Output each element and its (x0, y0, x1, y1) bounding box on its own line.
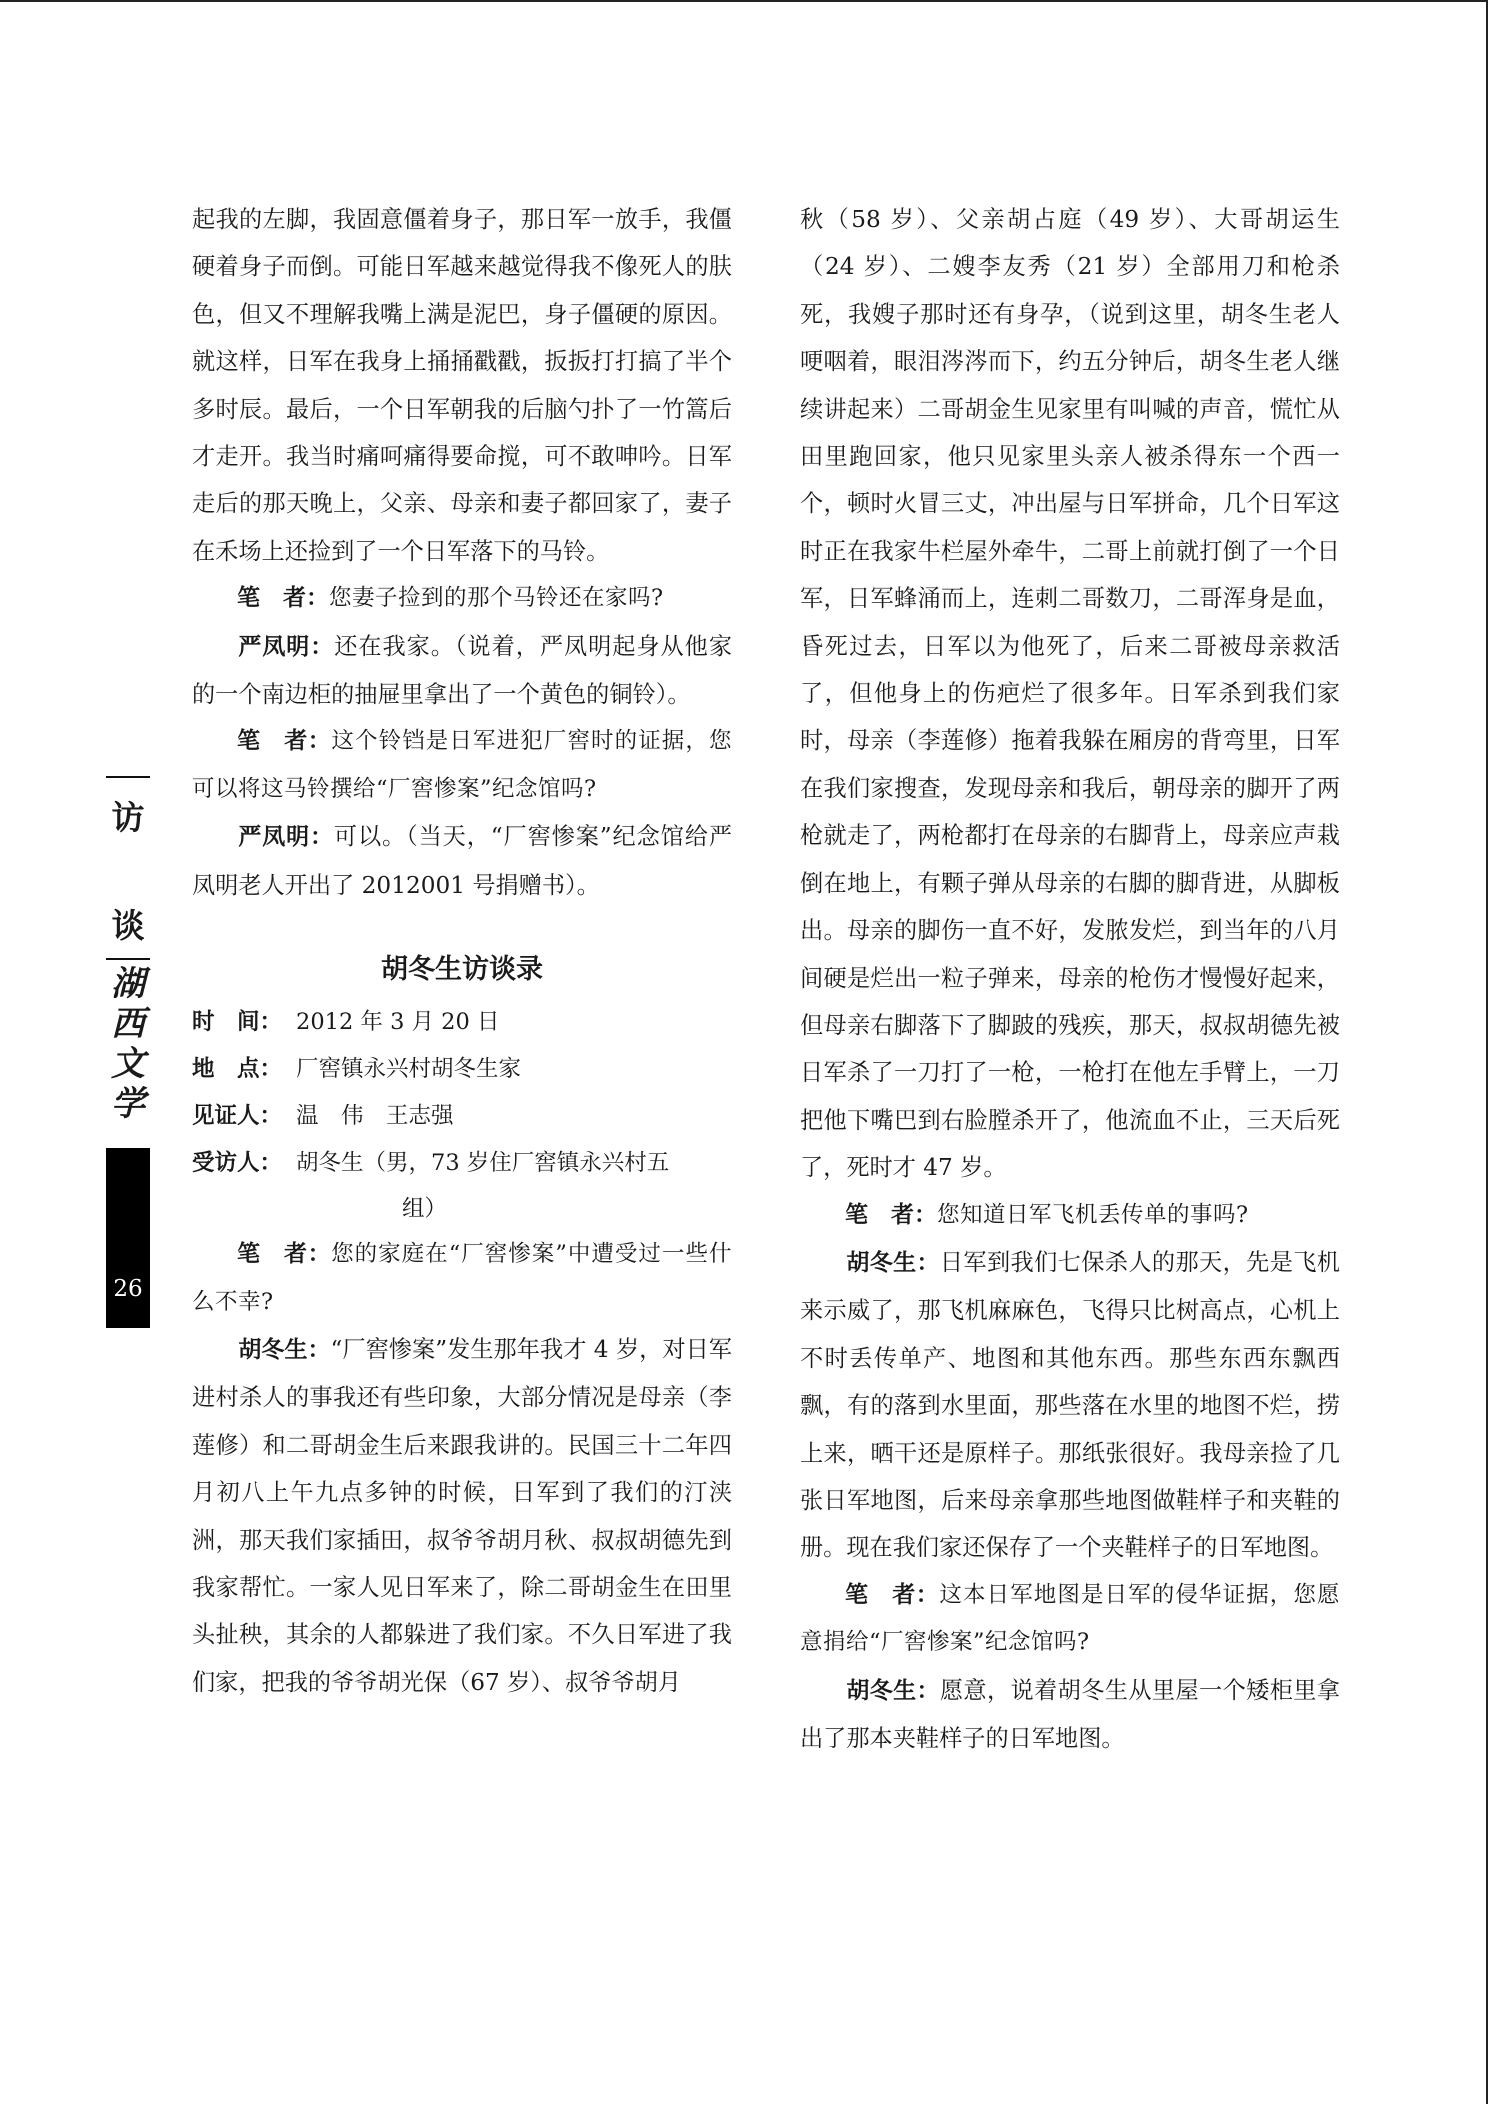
sidebar-section-char-2: 谈 (111, 906, 145, 945)
dialogue-line (192, 1231, 732, 1326)
meta-value: 胡冬生（男，73 岁住厂窖镇永兴村五 (296, 1150, 670, 1177)
meta-label: 地 点： (192, 1056, 283, 1083)
speaker-label: 笔 者： (845, 1201, 937, 1228)
meta-row-witness (192, 1093, 732, 1140)
dialogue-text: 可以。（当天，“厂窖惨案”纪念馆给严凤明老人开出了 2012001 号捐赠书）。 (192, 823, 733, 899)
body-paragraph: 秋（58 岁）、父亲胡占庭（49 岁）、大哥胡运生（24 岁）、二嫂李友秀（21 岁）全部用刀和枪杀死，我嫂子那时还有身孕，（说到这里，胡冬生老人哽咽着，眼泪涔涔而下，约五分钟后，胡冬生老人继续讲起来）二哥胡金生见家里有叫喊的声音，慌忙从田里跑回家，他只见家里头亲人被杀得东一个西一个，顿时火冒三丈，冲出屋与日军拼命，几个日军这时正在我家牛栏屋外牵牛，二哥上前就打倒了一个日军，日军蜂涌而上，连刺二哥数刀，二哥浑身是血，昏死过去，日军以为他死了，后来二哥被母亲救活了，但他身上的伤疤烂了很多年。日军杀到我们家时，母亲（李莲修）拖着我躲在厢房的背弯里，日军在我们家搜查，发现母亲和我后，朝母亲的脚开了两枪就走了，两枪都打在母亲的右脚背上，母亲应声栽倒在地上，有颗子弹从母亲的右脚的脚背进，从脚板出。母亲的脚伤一直不好，发脓发烂，到当年的八月间硬是烂出一粒子弹来，母亲的枪伤才慢慢好起来，但母亲右脚落下了脚跛的残疾，那天，叔叔胡德先被日军杀了一刀打了一枪，一枪打在他左手臂上，一刀把他下嘴巴到右脸膛杀开了，他流血不止，三天后死了，死时才 47 岁。 (800, 206, 1340, 1182)
journal-logo-char: 湖 (111, 964, 145, 1004)
dialogue-text: 您的家庭在“厂窖惨案”中遭受过一些什么不幸? (192, 1241, 732, 1315)
meta-label: 时 间： (192, 1009, 283, 1036)
dialogue-text: 还在我家。（说着，严凤明起身从他家的一个南边柜的抽屉里拿出了一个黄色的铜铃）。 (192, 632, 733, 709)
speaker-label: 笔 者： (237, 585, 329, 612)
speaker-label: 胡冬生： (238, 1336, 331, 1363)
dialogue-line (192, 1326, 732, 1706)
dialogue-line (192, 575, 732, 622)
dialogue-text: 您知道日军飞机丢传单的事吗? (937, 1201, 1249, 1228)
meta-row-place (192, 1046, 732, 1093)
meta-row-time (192, 999, 732, 1046)
meta-row-interviewee (192, 1140, 732, 1187)
sidebar-section-char-1: 访 (111, 798, 145, 837)
sidebar-rule-top (106, 776, 150, 778)
journal-logo (106, 964, 150, 1124)
dialogue-text: 这本日军地图是日军的侵华证据，您愿意捐给“厂窖惨案”纪念馆吗? (800, 1581, 1340, 1656)
dialogue-line (192, 623, 732, 719)
journal-logo-char: 西 (111, 1004, 145, 1044)
journal-logo-char: 文 (111, 1044, 145, 1084)
meta-label: 受访人： (192, 1150, 283, 1177)
meta-continuation: 组） (402, 1196, 448, 1223)
page-number: 26 (113, 1276, 143, 1302)
sidebar-rule-middle (106, 958, 150, 960)
body-paragraph: 起我的左脚，我固意僵着身子，那日军一放手，我僵硬着身子而倒。可能日军越来越觉得我不像死人的肤色，但又不理解我嘴上满是泥巴，身子僵硬的原因。就这样，日军在我身上捅捅戳戳，扳扳打打搞了半个多时辰。最后，一个日军朝我的后脑勺扑了一竹篙后才走开。我当时痛呵痛得要命搅，可不敢呻吟。日军走后的那天晚上，父亲、母亲和妻子都回家了，妻子在禾场上还捡到了一个日军落下的马铃。 (192, 206, 732, 565)
dialogue-line (192, 813, 732, 909)
dialogue-text: 日军到我们七保杀人的那天，先是飞机来示威了，那飞机麻麻色，飞得只比树高点，心机上不时丢传单产、地图和其他东西。那些东西东飘西飘，有的落到水里面，那些落在水里的地图不烂，捞上来，晒干还是原样子。那纸张很好。我母亲捡了几张日军地图，后来母亲拿那些地图做鞋样子和夹鞋的册。现在我们家还保存了一个夹鞋样子的日军地图。 (800, 1248, 1340, 1562)
dialogue-text: 您妻子捡到的那个马铃还在家吗? (329, 585, 664, 612)
dialogue-line (800, 1239, 1340, 1572)
speaker-label: 笔 者： (845, 1581, 940, 1608)
section-title: 胡冬生访谈录 (381, 954, 543, 986)
meta-value: 厂窖镇永兴村胡冬生家 (296, 1056, 522, 1083)
dialogue-text: “厂窖惨案”发生那年我才 4 岁，对日军进村杀人的事我还有些印象，大部分情况是母亲（李莲修）和二哥胡金生后来跟我讲的。民国三十二年四月初八上午九点多钟的时候，日军到了我们的汀浃洲，那天我们家插田，叔爷爷胡月秋、叔叔胡德先到我家帮忙。一家人见日军来了，除二哥胡金生在田里头扯秧，其余的人都躲进了我们家。不久日军进了我们家，把我的爷爷胡光保（67 岁）、叔爷爷胡月 (192, 1335, 732, 1696)
page-frame-top (0, 0, 1488, 2)
page-number-block (106, 1148, 150, 1328)
speaker-label: 严凤明： (238, 633, 335, 660)
speaker-label: 胡冬生： (846, 1677, 940, 1704)
meta-value: 2012 年 3 月 20 日 (296, 1009, 500, 1036)
dialogue-line (800, 1192, 1340, 1239)
speaker-label: 笔 者： (237, 728, 332, 755)
dialogue-text: 愿意，说着胡冬生从里屋一个矮柜里拿出了那本夹鞋样子的日军地图。 (800, 1676, 1340, 1752)
dialogue-line (192, 718, 732, 813)
speaker-label: 严凤明： (238, 824, 334, 851)
journal-logo-char: 学 (111, 1084, 145, 1124)
left-column (192, 196, 732, 1706)
meta-label: 见证人： (192, 1103, 283, 1130)
speaker-label: 胡冬生： (846, 1249, 940, 1276)
speaker-label: 笔 者： (237, 1241, 332, 1268)
dialogue-line (800, 1667, 1340, 1763)
right-column (800, 196, 1340, 1762)
meta-value: 温 伟 王志强 (296, 1103, 454, 1130)
dialogue-line (800, 1572, 1340, 1667)
dialogue-text: 这个铃铛是日军进犯厂窖时的证据，您可以将这马铃撰给“厂窖惨案”纪念馆吗? (192, 728, 732, 802)
